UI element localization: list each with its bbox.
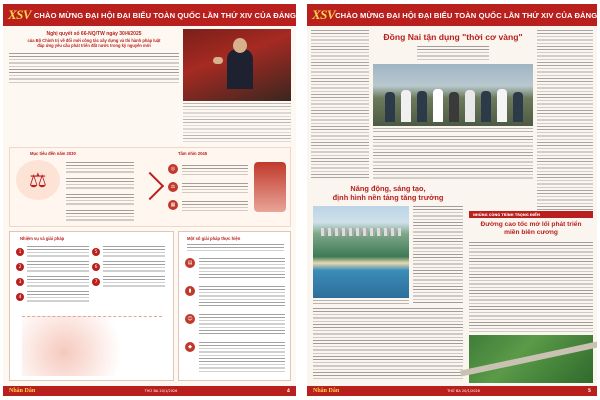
headline3-line-1: Đường cao tốc mở lối phát triển (480, 221, 582, 228)
highway-road (460, 339, 597, 376)
footer-page-number: 5 (587, 388, 591, 394)
solutions-box (9, 231, 174, 381)
goals-header (30, 151, 76, 156)
headline2-line-2: định hình nền tảng tăng trưởng (332, 193, 444, 202)
solution-item (16, 276, 166, 288)
vision-label: Tầm nhìn 2045 (178, 151, 208, 156)
person (481, 91, 491, 122)
solution-item (16, 291, 166, 303)
people-icon: ☺ (185, 314, 195, 324)
network-graphic (22, 316, 162, 376)
banner-title: CHÀO MỪNG ĐẠI HỘI ĐẠI BIỂU TOÀN QUỐC LẦN THỨ XIV CỦA ĐẢNG (335, 10, 597, 20)
right-footer (307, 386, 597, 396)
document-icon: ▤ (185, 258, 195, 268)
solution-number: 4 (16, 293, 24, 301)
left-page (3, 4, 296, 396)
solution-text (27, 246, 89, 258)
vision-header (178, 151, 207, 156)
vision-text-1 (182, 165, 248, 175)
person (513, 92, 523, 122)
solution-number: 7 (92, 278, 100, 286)
article1-body (373, 136, 533, 180)
article2-body (313, 308, 463, 380)
solution-text (103, 246, 165, 258)
solution-item (16, 246, 166, 258)
person (401, 90, 411, 122)
solution-number: 2 (16, 263, 24, 271)
solution-number: 6 (92, 263, 100, 271)
lead-text (9, 53, 179, 85)
chart-icon: ▮ (185, 286, 195, 296)
gavel-icon: ⚖ (16, 160, 60, 200)
headline2-line-1: Năng động, sáng tạo, (350, 184, 426, 193)
headline-highway (467, 221, 595, 237)
solutions-title: Nhiệm vụ và giải pháp (20, 236, 65, 241)
goals-label: Mục tiêu đến năm 2030 (30, 151, 76, 156)
solutions-list (16, 246, 166, 306)
solution-number: 1 (16, 248, 24, 256)
person (497, 89, 507, 122)
headline3-line-2: miền biên cương (504, 229, 558, 236)
tasks-box (178, 231, 291, 381)
group-photo (373, 64, 533, 126)
person (433, 89, 443, 122)
article3-body (469, 242, 593, 332)
target-icon: ◎ (168, 164, 178, 174)
headline-line-3: đáp ứng yêu cầu phát triển đất nước trong kỷ nguyên mới (37, 43, 151, 48)
speaker-head (233, 38, 247, 53)
city-buildings (321, 228, 401, 236)
tasks-text-2 (199, 286, 285, 308)
solution-text (103, 261, 165, 273)
globe-graphic (254, 162, 286, 212)
building-icon: ▦ (168, 200, 178, 210)
solution-item (16, 261, 166, 273)
solution-number: 3 (16, 278, 24, 286)
goals-text-1 (66, 162, 134, 174)
footer-paper-name: Nhân Dân (313, 388, 340, 394)
goals-infographic (9, 147, 291, 227)
speaker-hand (213, 57, 223, 64)
connector-arrow (136, 172, 164, 200)
solution-text (103, 276, 165, 288)
speaker-figure (227, 49, 253, 89)
tasks-text-4 (199, 342, 285, 372)
headline1-lead (417, 46, 489, 60)
left-banner (3, 4, 296, 26)
speaker-photo (183, 29, 291, 101)
scale-icon: ⚖ (168, 182, 178, 192)
headline-line-1: Nghị quyết số 66-NQ/TW ngày 30/4/2025 (46, 31, 142, 37)
banner-title: CHÀO MỪNG ĐẠI HỘI ĐẠI BIỂU TOÀN QUỐC LẦN THỨ XIV CỦA ĐẢNG (33, 10, 296, 20)
vision-text-2 (182, 183, 248, 193)
photo-caption (183, 103, 291, 143)
vision-text-3 (182, 201, 248, 211)
person (417, 91, 427, 122)
section-tag (469, 211, 593, 218)
xsv-logo: XSV (312, 7, 336, 22)
tasks-text-1 (199, 258, 285, 280)
left-footer (3, 386, 296, 396)
right-page (307, 4, 597, 396)
coastal-city-photo (313, 206, 409, 298)
solution-text (27, 261, 89, 273)
right-banner (307, 4, 597, 26)
footer-page-number: 4 (286, 388, 290, 394)
person (465, 90, 475, 122)
right-col-left-text (311, 30, 369, 180)
group-photo-caption (373, 128, 533, 133)
coastal-caption (313, 300, 409, 305)
headline-dynamic (313, 184, 463, 202)
right-col-right-text (537, 30, 593, 210)
person (449, 92, 459, 122)
xsv-logo: XSV (8, 7, 32, 22)
goals-text-2 (66, 178, 134, 190)
headline-dong-nai: Đồng Nai tận dụng "thời cơ vàng" (383, 32, 523, 42)
highway-photo (469, 335, 593, 383)
headline-line-2: của Bộ Chính trị về đổi mới công tác xây dựng và thi hành pháp luật (27, 37, 161, 43)
goals-text-3 (66, 194, 134, 206)
footer-paper-name: Nhân Dân (9, 388, 36, 394)
footer-date: THỨ BA 20/1/2026 (447, 389, 480, 393)
tasks-text-3 (199, 314, 285, 336)
solution-text (27, 291, 89, 303)
footer-date: THỨ BA 20/1/2026 (144, 389, 178, 393)
solution-number: 5 (92, 248, 100, 256)
person (385, 92, 395, 122)
left-headline (9, 31, 179, 49)
tasks-title: Một số giải pháp thực hiện (187, 236, 241, 241)
tasks-intro (187, 244, 284, 252)
goals-text-4 (66, 210, 134, 222)
section-tag-label: NHỮNG CÔNG TRÌNH TRỌNG ĐIỂM (473, 212, 541, 217)
article2-side (413, 206, 463, 304)
shield-icon: ◆ (185, 342, 195, 352)
solution-text (27, 276, 89, 288)
